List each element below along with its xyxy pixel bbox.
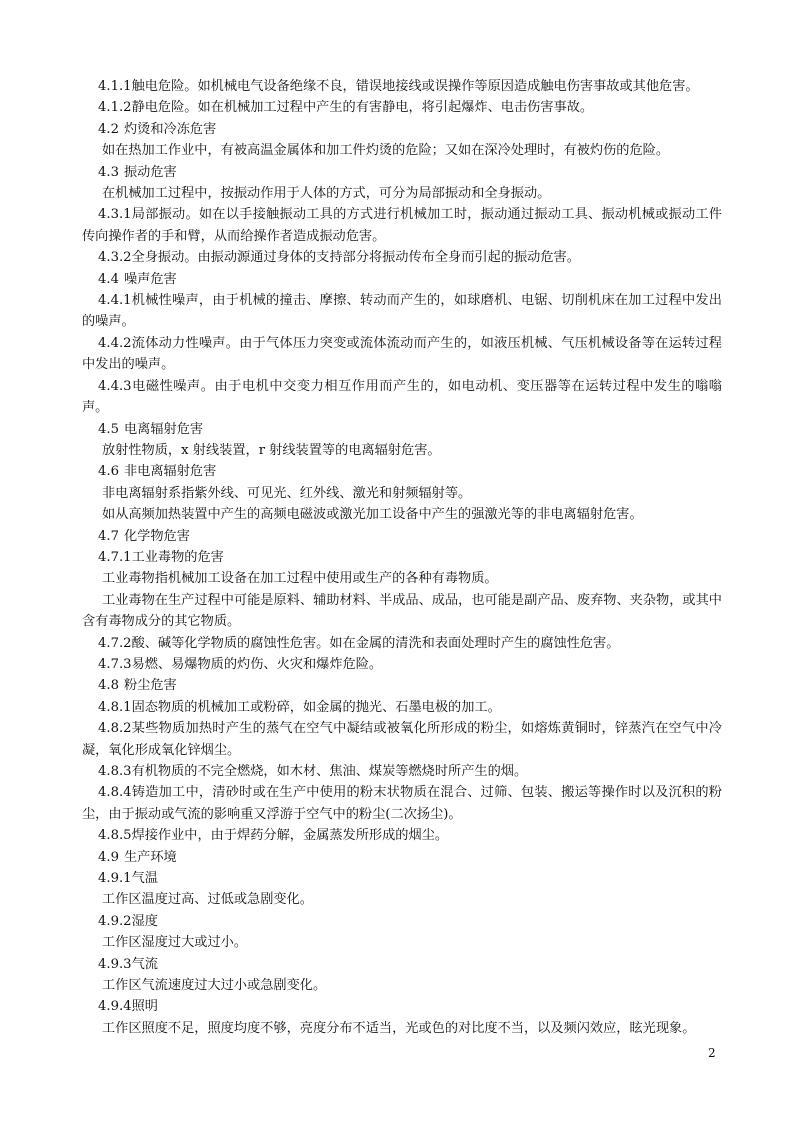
section-heading <box>82 996 722 1017</box>
paragraph-text: 工作区气流速度过大过小或急剧变化。 <box>102 978 327 994</box>
section-number: 4.9.4 <box>98 999 132 1015</box>
paragraph-text: 工业毒物指机械加工设备在加工过程中使用或生产的各种有毒物质。 <box>102 571 498 587</box>
section-number: 4.2 <box>98 121 119 137</box>
section-heading <box>82 526 722 547</box>
heading-text: 气流 <box>131 956 158 972</box>
heading-text: 气温 <box>131 871 158 887</box>
page-number: 2 <box>708 1046 716 1060</box>
paragraph-text: 有机物质的不完全燃烧，如木材、焦油、煤炭等燃烧时所产生的烟。 <box>131 764 528 779</box>
paragraph <box>82 782 722 825</box>
paragraph <box>82 290 722 333</box>
paragraph-text: 易燃、易爆物质的灼伤、火灾和爆炸危险。 <box>131 656 383 672</box>
paragraph <box>82 590 722 633</box>
section-number: 4.9.3 <box>98 956 132 972</box>
heading-text: 照明 <box>131 999 158 1015</box>
section-number: 4.7.3 <box>98 656 132 672</box>
paragraph-text: 触电危险。如机械电气设备绝缘不良，错误地接线或误操作等原因造成触电伤害事故或其他危害。 <box>131 79 699 94</box>
section-number: 4.4.3 <box>98 378 132 394</box>
paragraph <box>82 140 722 161</box>
heading-text: 化学物危害 <box>124 528 190 544</box>
paragraph-text: 工业毒物在生产过程中可能是原料、辅助材料、半成品、成品，也可能是副产品、废弃物、夹杂物，或其中含有毒物成分的其它物质。 <box>82 592 722 630</box>
paragraph-text: 铸造加工中，清砂时或在生产中使用的粉末状物质在混合、过筛、包装、搬运等操作时以及沉积的粉尘，由于振动或气流的影响重又浮游于空气中的粉尘(二次扬尘)。 <box>82 785 722 822</box>
paragraph <box>82 504 722 525</box>
section-number: 4.8.5 <box>98 828 132 844</box>
paragraph <box>82 568 722 589</box>
paragraph-text: 局部振动。如在以手接触振动工具的方式进行机械加工时，振动通过振动工具、振动机械或振动工件传向操作者的手和臂，从而给操作者造成振动危害。 <box>82 207 722 244</box>
section-number: 4.4.1 <box>98 293 132 309</box>
heading-text: 灼烫和冷冻危害 <box>124 121 217 137</box>
section-number: 4.7 <box>98 528 119 544</box>
paragraph-text: 如在热加工作业中，有被高温金属体和加工件灼烫的危险；又如在深冷处理时，有被灼伤的危险。 <box>102 143 670 159</box>
section-heading <box>82 954 722 975</box>
paragraph-text: 电磁性噪声。由于电机中交变力相互作用而产生的，如电动机、变压器等在运转过程中发生的嗡嗡声。 <box>82 378 722 416</box>
paragraph <box>82 247 722 268</box>
paragraph <box>82 333 722 376</box>
section-number: 4.4 <box>98 271 119 287</box>
section-heading <box>82 419 722 440</box>
paragraph <box>82 633 722 654</box>
document-body <box>82 76 722 1039</box>
section-number: 4.8.2 <box>98 721 132 737</box>
paragraph-text: 在机械加工过程中，按振动作用于人体的方式，可分为局部振动和全身振动。 <box>102 186 551 202</box>
paragraph-text: 某些物质加热时产生的蒸气在空气中凝结或被氧化所形成的粉尘，如熔炼黄铜时，锌蒸汽在空气中冷凝，氧化形成氧化锌烟尘。 <box>82 721 722 758</box>
paragraph-text: 放射性物质，x 射线装置，r 射线装置等的电离辐射危害。 <box>102 442 441 458</box>
heading-text: 噪声危害 <box>124 271 177 287</box>
section-heading <box>82 547 722 568</box>
heading-text: 生产环境 <box>124 849 177 865</box>
section-number: 4.7.2 <box>98 635 132 651</box>
section-heading <box>82 461 722 482</box>
section-number: 4.3.1 <box>98 207 132 223</box>
section-number: 4.5 <box>98 421 119 437</box>
paragraph <box>82 483 722 504</box>
section-number: 4.9.1 <box>98 871 132 887</box>
section-number: 4.8.1 <box>98 699 132 715</box>
paragraph <box>82 183 722 204</box>
paragraph-text: 焊接作业中，由于焊药分解，金属蒸发所形成的烟尘。 <box>131 828 449 844</box>
heading-text: 湿度 <box>131 913 158 929</box>
paragraph-text: 机械性噪声，由于机械的撞击、摩擦、转动而产生的，如球磨机、电锯、切削机床在加工过程中发出的噪声。 <box>82 293 722 330</box>
section-number: 4.1.2 <box>98 100 132 116</box>
section-heading <box>82 911 722 932</box>
section-heading <box>82 269 722 290</box>
paragraph-text: 全身振动。由振动源通过身体的支持部分将振动传布全身而引起的振动危害。 <box>131 250 580 266</box>
paragraph <box>82 204 722 247</box>
paragraph <box>82 932 722 953</box>
section-number: 4.8.4 <box>98 785 132 801</box>
section-number: 4.1.1 <box>98 79 132 94</box>
section-number: 4.9 <box>98 849 119 865</box>
section-number: 4.4.2 <box>98 335 132 351</box>
section-number: 4.3 <box>98 164 119 180</box>
paragraph-text: 如从高频加热装置中产生的高频电磁波或激光加工设备中产生的强激光等的非电离辐射危害。 <box>102 507 643 523</box>
paragraph <box>82 889 722 910</box>
paragraph <box>82 76 722 97</box>
paragraph-text: 流体动力性噪声。由于气体压力突变或流体流动而产生的，如液压机械、气压机械设备等在运转过程中发出的噪声。 <box>82 335 722 373</box>
section-number: 4.6 <box>98 464 119 480</box>
heading-text: 非电离辐射危害 <box>124 464 217 480</box>
heading-text: 振动危害 <box>124 164 177 180</box>
section-heading <box>82 868 722 889</box>
paragraph <box>82 654 722 675</box>
section-heading <box>82 847 722 868</box>
paragraph-text: 工作区照度不足，照度均度不够，亮度分布不适当，光或色的对比度不当，以及频闪效应，眩光现象。 <box>102 1020 696 1036</box>
paragraph <box>82 697 722 718</box>
paragraph-text: 固态物质的机械加工或粉碎，如金属的抛光、石墨电极的加工。 <box>131 699 501 715</box>
paragraph-text: 工作区湿度过大或过小。 <box>102 935 248 951</box>
paragraph <box>82 440 722 461</box>
section-number: 4.3.2 <box>98 250 132 266</box>
paragraph-text: 非电离辐射系指紫外线、可见光、红外线、激光和射频辐射等。 <box>102 485 472 501</box>
section-number: 4.8 <box>98 678 119 694</box>
paragraph <box>82 376 722 419</box>
paragraph <box>82 825 722 846</box>
heading-text: 粉尘危害 <box>124 678 177 694</box>
paragraph-text: 酸、碱等化学物质的腐蚀性危害。如在金属的清洗和表面处理时产生的腐蚀性危害。 <box>131 635 620 651</box>
section-number: 4.7.1 <box>98 549 132 565</box>
paragraph-text: 工作区温度过高、过低或急剧变化。 <box>102 892 313 908</box>
section-heading <box>82 675 722 696</box>
heading-text: 电离辐射危害 <box>124 421 204 437</box>
section-number: 4.9.2 <box>98 913 132 929</box>
section-heading <box>82 162 722 183</box>
section-heading <box>82 119 722 140</box>
paragraph <box>82 1018 722 1039</box>
heading-text: 工业毒物的危害 <box>131 549 224 565</box>
paragraph <box>82 97 722 118</box>
paragraph <box>82 975 722 996</box>
paragraph <box>82 761 722 782</box>
paragraph <box>82 718 722 761</box>
paragraph-text: 静电危险。如在机械加工过程中产生的有害静电，将引起爆炸、电击伤害事故。 <box>131 100 594 116</box>
section-number: 4.8.3 <box>98 764 132 779</box>
